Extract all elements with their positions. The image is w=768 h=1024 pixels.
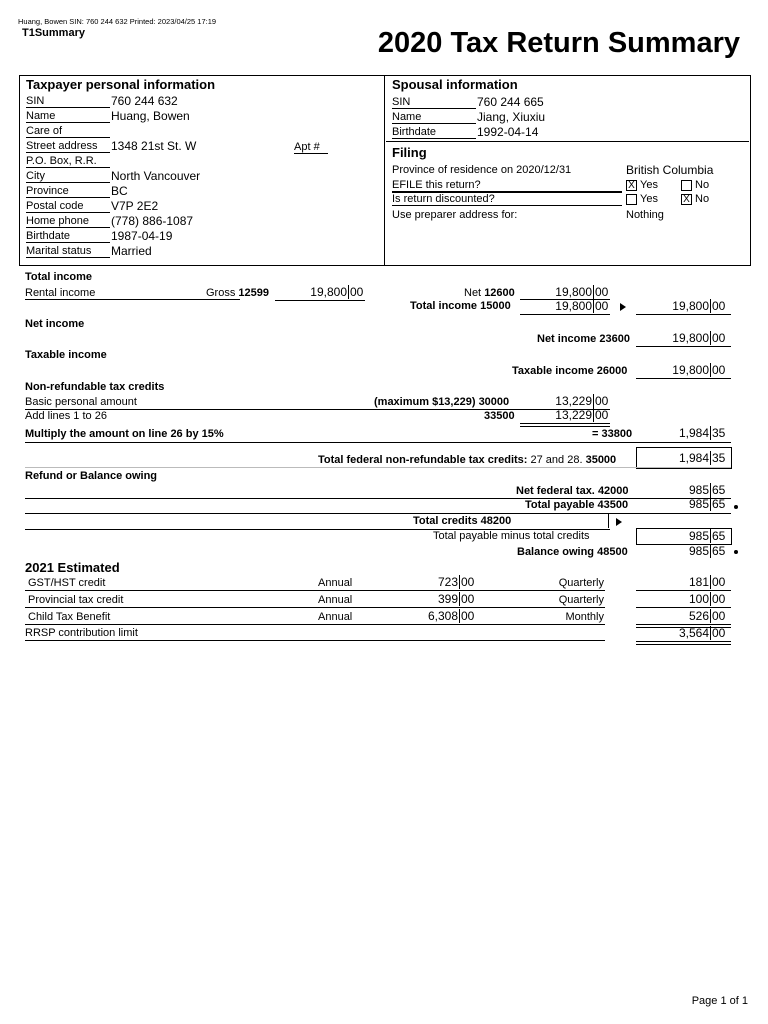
page-number: Page 1 of 1: [691, 995, 748, 1007]
rrsp-label: RRSP contribution limit: [25, 627, 138, 639]
add-lines-amount: 13,229 00: [520, 408, 611, 422]
taxpayer-field-label: P.O. Box, R.R.: [26, 155, 110, 168]
estimate-amount: 181 00: [636, 575, 728, 589]
taxpayer-field-value: 1348 21st St. W: [111, 139, 197, 153]
efile-label: EFILE this return?: [392, 179, 622, 192]
total-payable-amount: 985 65: [636, 497, 728, 511]
net-amount: 19,800 00: [520, 285, 611, 299]
taxpayer-field-value: Married: [111, 244, 152, 258]
estimate-frequency: Quarterly: [558, 594, 604, 606]
estimate-label: Provincial tax credit: [28, 594, 124, 606]
efile-no-checkbox[interactable]: [681, 180, 692, 191]
bpa-amount: 13,229 00: [520, 394, 611, 408]
total-credits-48200-field: [520, 514, 609, 528]
total-income-amount: 19,800 00: [520, 299, 611, 313]
spouse-field-label: SIN: [392, 96, 476, 109]
total-payable-label: Total payable: [525, 499, 595, 511]
net-line: 12600: [484, 287, 515, 299]
arrow-right-icon: [620, 303, 626, 311]
total-income-label: Total income: [410, 300, 478, 312]
total-credits-label: Total federal non-refundable tax credits:: [318, 454, 528, 466]
balance-owing-label: Balance owing: [517, 546, 595, 558]
spouse-heading: Spousal information: [392, 77, 518, 92]
amount-rule: [636, 590, 731, 591]
total-income-heading: Total income: [25, 271, 93, 283]
net-federal-tax-amount: 985 65: [636, 483, 728, 497]
discount-yes-label: Yes: [640, 193, 658, 205]
spouse-field-value: 1992-04-14: [477, 125, 539, 139]
estimate-annual-amount: 399 00: [392, 592, 477, 606]
bullet-icon: [734, 550, 738, 554]
multiply-line: = 33800: [592, 428, 633, 440]
taxable-income-label: Taxable income: [512, 365, 594, 377]
taxpayer-field-label: Birthdate: [26, 230, 110, 243]
estimate-annual-amount: 6,308 00: [392, 609, 477, 623]
total-credits-amount: 1,984 35: [636, 451, 728, 465]
taxable-income-line: 26000: [596, 365, 628, 377]
apt-label: Apt #: [294, 141, 328, 154]
row-rule: [25, 624, 605, 625]
print-meta: Huang, Bowen SIN: 760 244 632 Printed: 2023/04/25 17:19: [18, 17, 217, 26]
gross-amount: 19,800 00: [275, 285, 366, 299]
balance-owing-line: 48500: [597, 546, 628, 558]
taxpayer-field-value: Huang, Bowen: [111, 109, 190, 123]
taxpayer-field-label: Name: [26, 110, 110, 123]
estimate-period: Annual: [318, 577, 353, 589]
discount-no-label: No: [695, 193, 710, 205]
total-income-line: 15000: [480, 300, 511, 312]
spouse-field-label: Name: [392, 111, 476, 124]
taxpayer-field-value: North Vancouver: [111, 169, 201, 183]
filing-heading: Filing: [392, 145, 427, 160]
credits-heading: Non-refundable tax credits: [25, 381, 165, 393]
page-title: 2020 Tax Return Summary: [377, 27, 740, 59]
taxpayer-field-value: 760 244 632: [111, 94, 178, 108]
bpa-line: 30000: [478, 396, 510, 408]
estimate-annual-amount: 723 00: [392, 575, 477, 589]
estimate-amount: 100 00: [636, 592, 728, 606]
estimate-frequency: Monthly: [565, 611, 604, 623]
taxpayer-field-label: Street address: [26, 140, 110, 153]
net-income-amount: 19,800 00: [636, 331, 728, 345]
taxpayer-field-label: City: [26, 170, 110, 183]
total-income-amount-right: 19,800 00: [636, 299, 728, 313]
taxpayer-field-value: 1987-04-19: [111, 229, 173, 243]
net-federal-tax-label: Net federal tax.: [516, 485, 595, 497]
taxpayer-field-value: (778) 886-1087: [111, 214, 194, 228]
estimate-amount: 526 00: [636, 609, 728, 623]
spouse-field-value: Jiang, Xiuxiu: [477, 110, 546, 124]
arrow-right-icon: [616, 518, 622, 526]
efile-yes-checkbox[interactable]: X: [626, 180, 637, 191]
total-credits-48200-line: 48200: [480, 515, 512, 527]
estimate-label: Child Tax Benefit: [28, 611, 111, 623]
preparer-value: Nothing: [626, 209, 664, 221]
net-income-label: Net income: [537, 333, 597, 345]
discount-label: Is return discounted?: [392, 193, 622, 206]
taxpayer-field-label: Marital status: [26, 245, 110, 258]
taxpayer-field-value: BC: [111, 184, 128, 198]
bpa-max: (maximum $13,229): [374, 396, 476, 408]
row-rule: [25, 590, 605, 591]
add-lines-label: Add lines 1 to 26: [25, 410, 107, 422]
row-rule: [25, 607, 605, 608]
info-divider: [384, 76, 385, 265]
total-payable-line: 43500: [597, 499, 629, 511]
filing-divider: [386, 141, 749, 142]
preparer-label: Use preparer address for:: [392, 209, 518, 221]
efile-yes-label: Yes: [640, 179, 658, 191]
taxable-income-heading: Taxable income: [25, 349, 107, 361]
payable-minus-credits-amount: 985 65: [636, 529, 728, 543]
taxpayer-field-label: Care of: [26, 125, 110, 138]
spouse-field-value: 760 244 665: [477, 95, 544, 109]
net-income-heading: Net income: [25, 318, 85, 330]
form-name: T1Summary: [22, 27, 85, 39]
estimate-label: GST/HST credit: [28, 577, 106, 589]
estimate-period: Annual: [318, 594, 353, 606]
rrsp-amount: 3,564 00: [636, 626, 728, 640]
taxpayer-field-label: Province: [26, 185, 110, 198]
taxpayer-field-label: Home phone: [26, 215, 110, 228]
multiply-amount: 1,984 35: [636, 426, 728, 440]
efile-no-label: No: [695, 179, 710, 191]
total-credits-line: 35000: [585, 454, 617, 466]
balance-owing-amount: 985 65: [636, 544, 728, 558]
discount-no-checkbox[interactable]: X: [681, 194, 692, 205]
taxpayer-field-label: SIN: [26, 95, 110, 108]
amount-rule: [636, 607, 731, 608]
province-label: Province of residence on 2020/12/31: [392, 164, 572, 176]
net-income-line: 23600: [599, 333, 630, 345]
province-value: British Columbia: [626, 163, 714, 177]
estimate-frequency: Quarterly: [558, 577, 604, 589]
gross-line: 12599: [238, 287, 269, 299]
rental-income-label: Rental income: [25, 287, 240, 300]
refund-heading: Refund or Balance owing: [25, 470, 158, 482]
bullet-icon: [734, 505, 738, 509]
net-label: Net: [464, 287, 482, 299]
bpa-label: Basic personal amount: [25, 396, 137, 408]
estimated-heading: 2021 Estimated: [25, 560, 120, 575]
taxpayer-field-label: Postal code: [26, 200, 110, 213]
taxable-income-amount: 19,800 00: [636, 363, 728, 377]
discount-yes-checkbox[interactable]: [626, 194, 637, 205]
spouse-field-label: Birthdate: [392, 126, 476, 139]
taxpayer-field-value: V7P 2E2: [111, 199, 159, 213]
payable-minus-credits-label: Total payable minus total credits: [433, 530, 590, 542]
multiply-label: Multiply the amount on line 26 by 15%: [25, 428, 224, 440]
total-credits-ref: 27 and 28.: [530, 454, 583, 466]
estimate-period: Annual: [318, 611, 353, 623]
taxpayer-heading: Taxpayer personal information: [26, 77, 216, 92]
net-federal-tax-line: 42000: [597, 485, 629, 497]
add-lines-line: 33500: [484, 410, 515, 422]
total-credits-48200-label: Total credits: [413, 515, 478, 527]
gross-label: Gross: [206, 287, 236, 299]
